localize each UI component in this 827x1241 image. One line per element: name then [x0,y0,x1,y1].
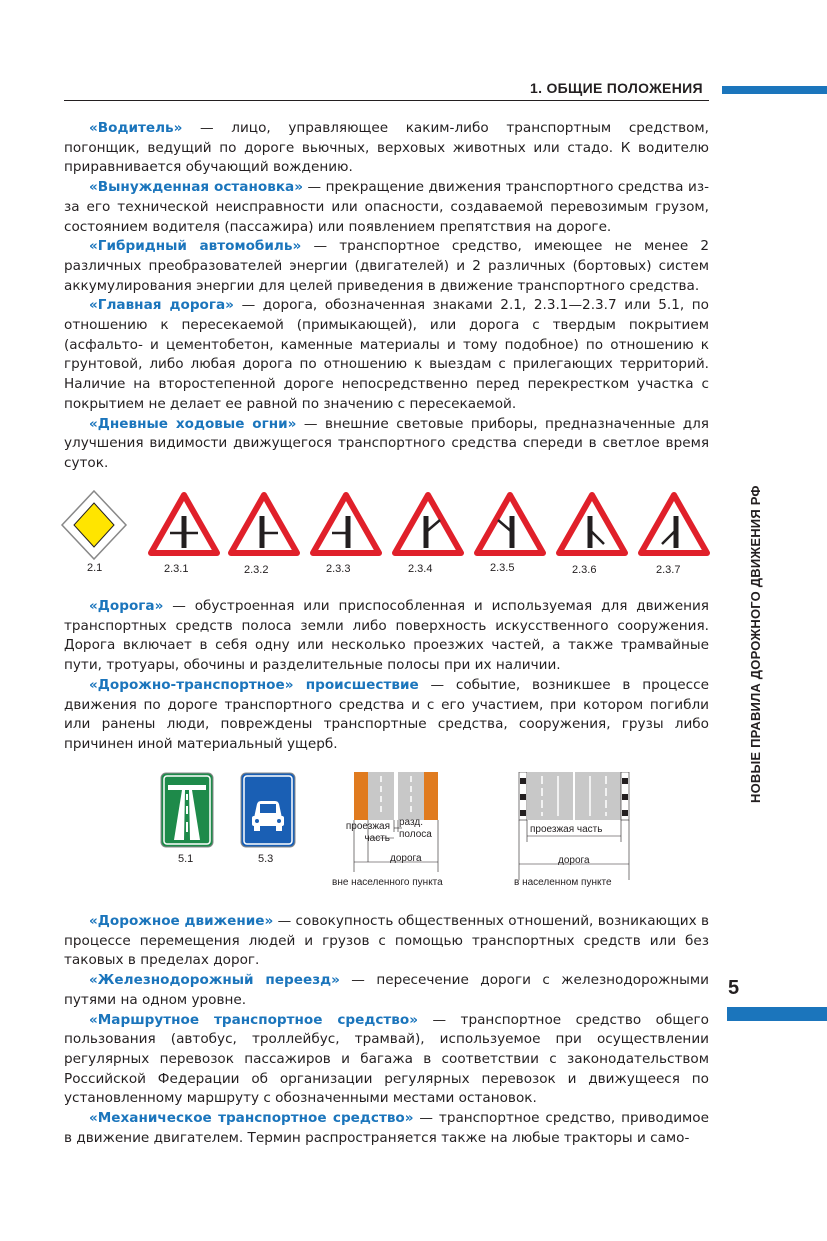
definition-term: «Вынужденная остановка» [89,179,303,196]
outside-settlement-caption: вне населенного пункта [332,877,443,888]
definition-term: «Механическое транспортное средство» [89,1110,414,1127]
book-side-title: НОВЫЕ ПРАВИЛА ДОРОЖНОГО ДВИЖЕНИЯ РФ [748,485,763,803]
sign-label: 2.3.5 [490,562,515,574]
divider-label [399,817,447,841]
road-diagram-figure [150,768,650,893]
definitions-top [64,119,709,474]
header-accent-bar [722,86,827,94]
section-title: 1. ОБЩИЕ ПОЛОЖЕНИЯ [530,80,703,96]
definition-paragraph [64,676,709,755]
definition-text: — дорога, обозначенная знаками 2.1, 2.3.1—2.3.7 или 5.1, по отношению к пересекаемой (примыкающей), или дорога с твердым покрытием (асфальто- и цементобетон, каменные материалы и тому подобное) по отношению к грунтовой, либо любая дорога по отношению к выездам с прилегающих территорий. Наличие на второстепенной дороге непосредственно перед перекрестком участка с покрытием не делает ее равной по значению с пересекаемой. [64,297,709,412]
definition-term: «Дорога» [89,598,164,614]
carriageway-text: проезжая часть [345,821,390,844]
definition-text: — внешние световые приборы, предназначенные для улучшения видимости движущегося транспортного средства спереди в светлое время суток. [64,415,709,471]
definition-term: «Дорожное движение» [89,913,274,929]
adjoining-road-sign-2-3-2 [228,492,300,556]
definition-paragraph [64,237,709,296]
definition-text: — совокупность общественных отношений, возникающих в процессе перемещения людей и грузов с помощью транспортных средств или без таковых в пределах дорог. [64,913,709,969]
definition-paragraph [64,912,709,971]
road-label: дорога [558,855,590,866]
definition-term: «Дорожно-транспортное» происшествие [89,676,419,693]
sign-label: 2.3.7 [656,564,681,576]
carriageway-label [334,821,390,845]
definition-text: — лицо, управляющее каким-либо транспортным средством, погонщик, ведущий по дороге вьючных, верховых животных или стадо. К водителю приравнивается обучающий вождению. [64,120,709,176]
definition-term: «Железнодорожный переезд» [89,972,340,989]
sign-label: 2.3.1 [164,563,189,575]
road-signs-row [56,486,706,582]
carriageway-label: проезжая часть [530,824,603,835]
definition-text: — прекращение движения транспортного средства из-за его технической неисправности или опасности, создаваемой перевозимым грузом, состоянием водителя (пассажира) или появлением препятствия на дороге. [64,179,709,235]
definition-text: — транспортное средство, имеющее не менее 2 различных преобразователей энергии (двигателей) и 2 различных (бортовых) систем аккумулирования энергии для целей приведения в движение транспортного средства. [64,238,709,294]
page-number-bar [727,1007,827,1021]
adjoining-road-sign-2-3-3 [310,492,382,556]
sign-label: 2.3.4 [408,563,433,575]
definition-text: — транспортное средство, приводимое в движение двигателем. Термин распространяется также на любые тракторы и само- [64,1110,709,1146]
definition-term: «Дневные ходовые огни» [89,415,297,432]
header-rule [64,100,709,101]
sign-label: 2.1 [87,562,103,574]
definition-paragraph [64,597,709,676]
adjoining-road-sign-2-3-5 [474,492,546,556]
main-road-sign-2-1 [60,489,128,561]
definition-term: «Маршрутное транспортное средство» [89,1011,419,1028]
sign-label: 5.1 [178,853,194,865]
definition-paragraph [64,296,709,414]
definition-paragraph [64,971,709,1010]
in-settlement-caption: в населенном пункте [514,877,612,888]
sign-label: 2.3.6 [572,564,597,576]
definition-paragraph [64,1109,709,1148]
definition-paragraph [64,119,709,178]
definition-term: «Водитель» [89,120,183,136]
definition-text: — обустроенная или приспособленная и используемая для движения транспортных средств полоса земли либо поверхность искусственного сооружения. Дорога включает в себя одну или несколько проезжих частей, а также трамвайные пути, тротуары, обочины и разделительные полосы при их наличии. [64,598,709,674]
definition-paragraph [64,1011,709,1110]
definition-text: — пересечение дороги с железнодорожными путями на одном уровне. [64,972,709,1008]
definition-term: «Гибридный автомобиль» [89,238,302,255]
road-for-cars-sign-5-3 [240,772,296,848]
adjoining-road-sign-2-3-4 [392,492,464,556]
sign-label: 2.3.2 [244,564,269,576]
definition-paragraph [64,415,709,474]
divider-text: разд. полоса [399,817,432,840]
definition-term: «Главная дорога» [89,297,234,314]
sign-label: 2.3.3 [326,563,351,575]
motorway-sign-5-1 [160,772,214,848]
definition-text: — транспортное средство общего пользования (автобус, троллейбус, трамвай), используемое при осуществлении регулярных перевозок пассажиров и багажа в соответствии с законодательством Российской Федерации об организации регулярных перевозок и движущееся по установленному маршруту с обозначенными местами остановок. [64,1011,709,1107]
adjoining-road-sign-2-3-6 [556,492,628,556]
definitions-bottom [64,912,709,1148]
crossroad-sign-2-3-1 [148,492,220,556]
adjoining-road-sign-2-3-7 [638,492,710,556]
definition-text: — событие, возникшее в процессе движения по дороге транспортного средства и с его участием, при котором погибли или ранены люди, повреждены транспортные средства, сооружения, грузы либо причинен иной материальный ущерб. [64,676,709,752]
sign-label: 5.3 [258,853,274,865]
definition-paragraph [64,178,709,237]
page-number: 5 [728,977,740,999]
definitions-middle [64,597,709,755]
road-label: дорога [390,853,422,864]
